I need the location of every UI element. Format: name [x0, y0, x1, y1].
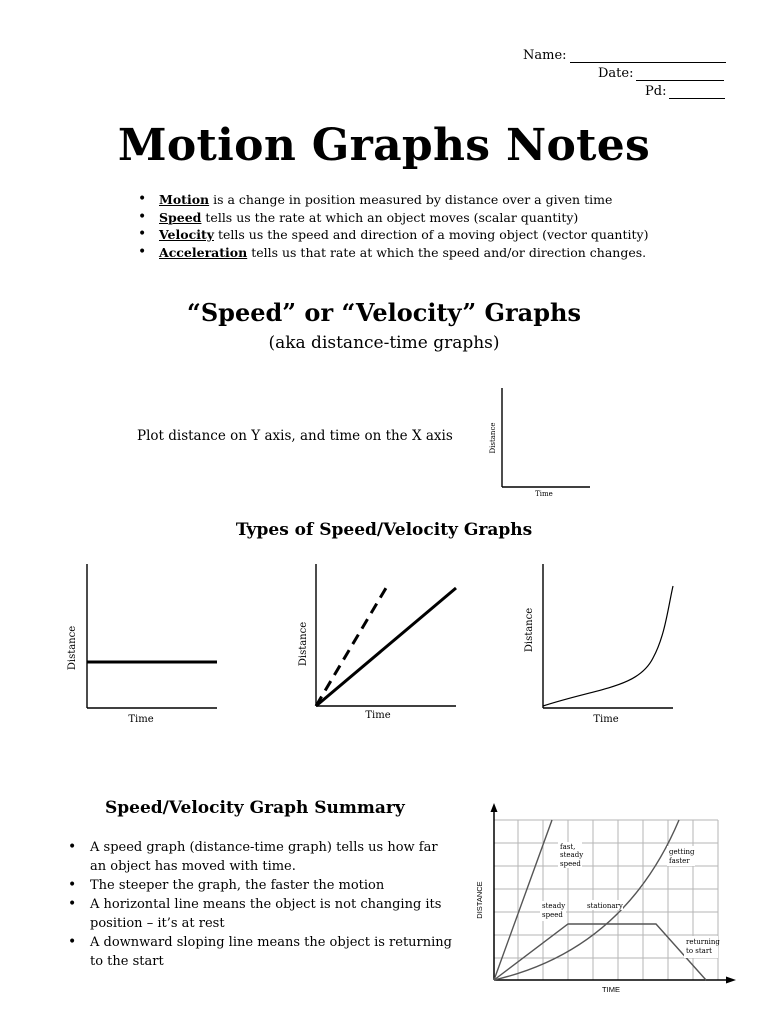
definition-item: [138, 209, 648, 227]
x-axis-arrow: [726, 977, 736, 984]
axis-label-x: Time: [128, 714, 154, 725]
speed-heading: “Speed” or “Velocity” Graphs: [187, 298, 581, 327]
definition-term: Motion: [159, 192, 210, 207]
graph-accelerating: [518, 558, 688, 733]
axis-label-y: Distance: [298, 621, 309, 667]
definition-item: [138, 191, 648, 209]
definition-term: Velocity: [159, 227, 214, 243]
definition-item: [138, 226, 648, 244]
aka-subheading: (aka distance-time graphs): [268, 333, 500, 353]
pd-blank[interactable]: [669, 84, 725, 99]
date-field: [598, 66, 724, 81]
annotation-getting-faster: getting: [669, 848, 695, 856]
summary-heading: Speed/Velocity Graph Summary: [105, 798, 405, 818]
accelerating-curve: [543, 586, 673, 706]
definition-text: tells us the speed and direction of a moving object (vector quantity): [214, 227, 649, 243]
definition-term: Speed: [159, 209, 202, 225]
annotation-fast: fast,: [560, 843, 576, 851]
annotation-returning: returning: [686, 938, 720, 946]
summary-item: • A horizontal line means the object is not changing its position – it’s at rest: [68, 895, 453, 933]
axis-label-y: Distance: [67, 625, 78, 671]
definition-item: [138, 244, 648, 262]
axis-label-x: TIME: [602, 985, 620, 994]
name-field: [523, 48, 726, 63]
definition-text: tells us the rate at which an object moves (scalar quantity): [201, 209, 579, 225]
summary-list: [68, 838, 453, 971]
axis-label-y: Distance: [489, 422, 497, 454]
definition-text: is a change in position measured by distance over a given time: [209, 192, 613, 207]
axis-label-x: Time: [593, 714, 619, 725]
axis-label-x: Time: [535, 490, 553, 498]
annotation-getting-faster: faster: [669, 857, 690, 865]
name-blank[interactable]: [570, 48, 726, 63]
y-axis-arrow: [491, 803, 498, 812]
axis-label-x: Time: [365, 710, 391, 721]
steady-line: [316, 588, 456, 706]
summary-item: • A downward sloping line means the object is returning to the start: [68, 933, 453, 971]
annotation-steady: speed: [542, 911, 563, 919]
axes-example: [480, 380, 600, 500]
definition-term: Acceleration: [159, 244, 248, 260]
axis-label-y: Distance: [524, 607, 535, 653]
summary-graph: [474, 800, 744, 1000]
definitions-list: [138, 191, 648, 261]
annotation-steady: steady: [542, 902, 566, 910]
steep-dashed-line: [316, 588, 386, 706]
annotation-fast: steady: [560, 851, 584, 859]
steady-stationary-return: [494, 924, 706, 980]
summary-item: • The steeper the graph, the faster the motion: [68, 876, 453, 895]
date-label: Date:: [598, 66, 634, 81]
date-blank[interactable]: [636, 66, 724, 81]
graph-at-rest: [60, 558, 230, 733]
graph-constant-speed: [290, 558, 465, 733]
types-heading: Types of Speed/Velocity Graphs: [235, 520, 533, 540]
annotation-returning: to start: [686, 947, 712, 955]
name-label: Name:: [523, 48, 567, 63]
pd-field: [645, 84, 725, 99]
pd-label: Pd:: [645, 84, 667, 99]
page-title: Motion Graphs Notes: [117, 120, 651, 171]
annotation-fast: speed: [560, 860, 581, 868]
definition-text: tells us that rate at which the speed and/or direction changes.: [247, 244, 647, 260]
annotation-stationary: stationary: [587, 902, 623, 910]
axis-label-y: DISTANCE: [475, 881, 484, 919]
summary-item: • A speed graph (distance-time graph) tells us how far an object has moved with time.: [68, 838, 453, 876]
plot-instruction: Plot distance on Y axis, and time on the X axis: [137, 428, 453, 444]
